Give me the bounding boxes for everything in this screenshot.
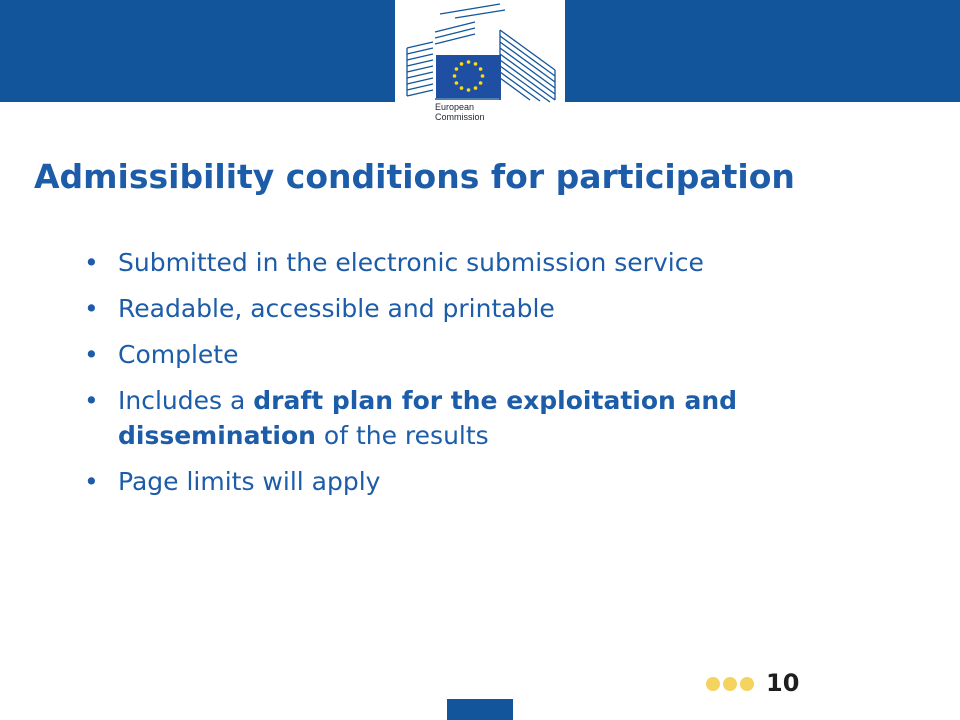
- bullet-text: Submitted in the electronic submission service: [118, 248, 704, 277]
- bullet-dot-icon: •: [84, 386, 99, 415]
- footer-dot: [706, 677, 720, 691]
- european-commission-logo: [395, 0, 565, 133]
- bullet-item: [84, 464, 924, 499]
- bullet-text-suffix: of the results: [315, 421, 489, 450]
- footer-dot: [723, 677, 737, 691]
- bullet-text-prefix: Includes a: [118, 386, 254, 415]
- footer-dots-icon: [706, 677, 754, 691]
- bullet-item: [84, 245, 924, 280]
- bullet-text-emphasis: draft plan for the exploitation and dissemination: [118, 386, 738, 450]
- bottom-blue-tab: [447, 699, 513, 720]
- bullet-text: Page limits will apply: [118, 467, 381, 496]
- logo-text-commission: Commission: [435, 112, 485, 122]
- bullet-text: Complete: [118, 340, 239, 369]
- bullet-item: [84, 337, 924, 372]
- slide-title: Admissibility conditions for participation: [34, 157, 795, 196]
- bullet-dot-icon: •: [84, 294, 99, 323]
- bullet-dot-icon: •: [84, 467, 99, 496]
- page-number: 10: [766, 669, 800, 697]
- bullet-item: [84, 383, 924, 453]
- logo-text-european: European: [435, 102, 475, 112]
- bullet-dot-icon: •: [84, 248, 99, 277]
- bullet-item: [84, 291, 924, 326]
- footer-dot: [740, 677, 754, 691]
- bullet-list: [84, 245, 924, 510]
- bullet-dot-icon: •: [84, 340, 99, 369]
- bullet-text: Readable, accessible and printable: [118, 294, 555, 323]
